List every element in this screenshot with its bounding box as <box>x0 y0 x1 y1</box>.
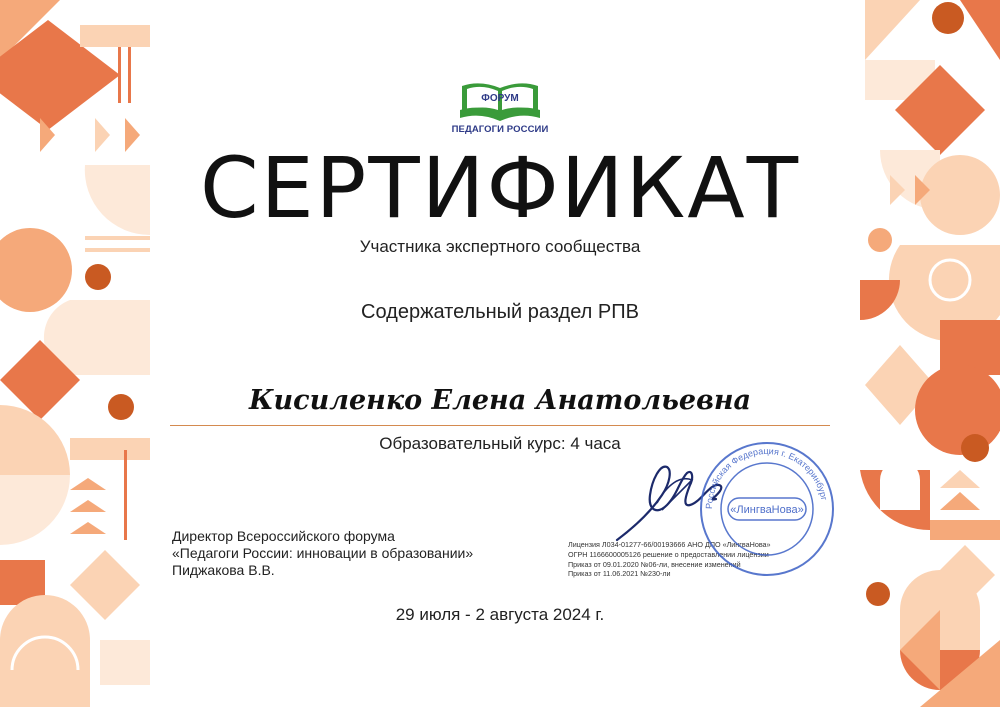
license-line: ОГРН 1166600005126 решение о предоставлении лицензии <box>568 549 769 559</box>
stamp-ring-text: Российская Федерация г. Екатеринбург <box>703 445 830 510</box>
director-block <box>172 528 473 579</box>
certificate-title: СЕРТИФИКАТ <box>199 139 801 237</box>
name-underline <box>170 425 830 426</box>
recipient-name: Кисиленко Елена Анатольевна <box>248 385 752 416</box>
svg-text:Российская Федерация г. Екатер <box>704 446 829 509</box>
forum-logo <box>448 80 552 140</box>
director-name: Пиджакова В.В. <box>172 562 275 578</box>
license-line: Приказ от 09.01.2020 №06-ли, внесение изменений <box>568 559 741 569</box>
director-forum: «Педагоги России: инновации в образовании» <box>172 545 474 561</box>
right-decoration <box>860 0 1000 707</box>
logo-forum-label: ФОРУМ <box>481 93 519 104</box>
logo-title: ПЕДАГОГИ РОССИИ <box>451 124 549 135</box>
section-name: Содержательный раздел РПВ <box>361 301 639 323</box>
license-line: Лицензия Л034-01277-66/00193666 АНО ДПО «ЛингваНова» <box>568 540 771 549</box>
license-line: Приказ от 11.06.2021 №230-ли <box>568 569 671 579</box>
course-info: Образовательный курс: 4 часа <box>379 434 621 453</box>
left-decoration <box>0 0 160 707</box>
official-stamp <box>698 440 836 578</box>
certificate-subtitle: Участника экспертного сообщества <box>359 237 641 256</box>
director-title: Директор Всероссийского форума <box>172 528 395 544</box>
stamp-center-text: «ЛингваНова» <box>730 504 804 516</box>
event-date: 29 июля - 2 августа 2024 г. <box>395 605 605 624</box>
